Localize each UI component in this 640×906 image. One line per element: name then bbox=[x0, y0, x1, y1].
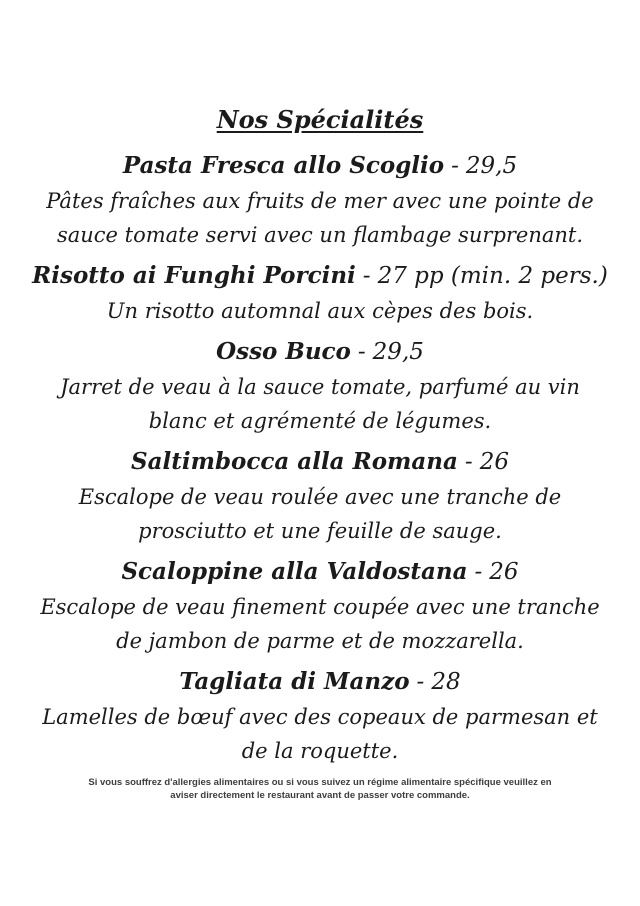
dish-price-separator: - bbox=[464, 449, 473, 475]
dish-price: 26 bbox=[489, 559, 519, 585]
menu-item-tagliata bbox=[0, 664, 640, 768]
dish-description-line: Jarret de veau à la sauce tomate, parfumé au vin bbox=[60, 375, 580, 399]
dish-title bbox=[0, 664, 640, 700]
dish-name: Pasta Fresca allo Scoglio bbox=[122, 152, 445, 179]
dish-price: 28 bbox=[431, 669, 461, 695]
menu-item-pasta-fresca bbox=[0, 148, 640, 252]
dish-title bbox=[0, 334, 640, 370]
menu-item-saltimbocca bbox=[0, 444, 640, 548]
page-title: Nos Spécialités bbox=[216, 105, 424, 134]
allergy-notice: Si vous souffrez d'allergies alimentaires ou si vous suivez un régime alimentaire spécifique veuillez en aviser directement le restaurant avant de passer votre commande. bbox=[88, 777, 552, 801]
dish-price-separator: - bbox=[416, 669, 425, 695]
dish-title bbox=[0, 258, 640, 294]
dish-description-line: Un risotto automnal aux cèpes des bois. bbox=[106, 299, 534, 323]
dish-description-line: Pâtes fraîches aux fruits de mer avec une pointe de bbox=[46, 189, 594, 213]
dish-description-line: Escalope de veau finement coupée avec une tranche bbox=[40, 595, 600, 619]
dish-name: Tagliata di Manzo bbox=[179, 668, 410, 695]
dish-name: Saltimbocca alla Romana bbox=[131, 448, 458, 475]
dish-description-line: sauce tomate servi avec un flambage surprenant. bbox=[56, 223, 584, 247]
dish-price: 29,5 bbox=[465, 153, 518, 179]
dish-description-line: de jambon de parme et de mozzarella. bbox=[116, 629, 524, 653]
dish-price-separator: - bbox=[474, 559, 483, 585]
dish-name: Osso Buco bbox=[216, 338, 351, 365]
dish-description-line: blanc et agrémenté de légumes. bbox=[148, 409, 492, 433]
dish-price-separator: - bbox=[451, 153, 459, 179]
dish-title bbox=[0, 148, 640, 184]
dish-price: 26 bbox=[479, 449, 509, 475]
dish-title bbox=[0, 554, 640, 590]
dish-description-line: Lamelles de bœuf avec des copeaux de parmesan et bbox=[42, 705, 598, 729]
dish-price: 29,5 bbox=[372, 339, 424, 365]
dish-price-separator: - bbox=[357, 339, 366, 365]
dish-title bbox=[0, 444, 640, 480]
menu-item-osso-buco bbox=[0, 334, 640, 438]
menu-item-risotto-porcini bbox=[0, 258, 640, 328]
menu-item-scaloppine bbox=[0, 554, 640, 658]
dish-name: Scaloppine alla Valdostana bbox=[121, 558, 468, 585]
dish-description-line: de la roquette. bbox=[241, 739, 399, 763]
dish-price: 27 pp (min. 2 pers.) bbox=[377, 263, 608, 289]
dish-name: Risotto ai Funghi Porcini bbox=[32, 262, 356, 289]
dish-description-line: Escalope de veau roulée avec une tranche de bbox=[78, 485, 562, 509]
dish-description-line: prosciutto et une feuille de sauge. bbox=[138, 519, 502, 543]
dish-price-separator: - bbox=[362, 263, 371, 289]
